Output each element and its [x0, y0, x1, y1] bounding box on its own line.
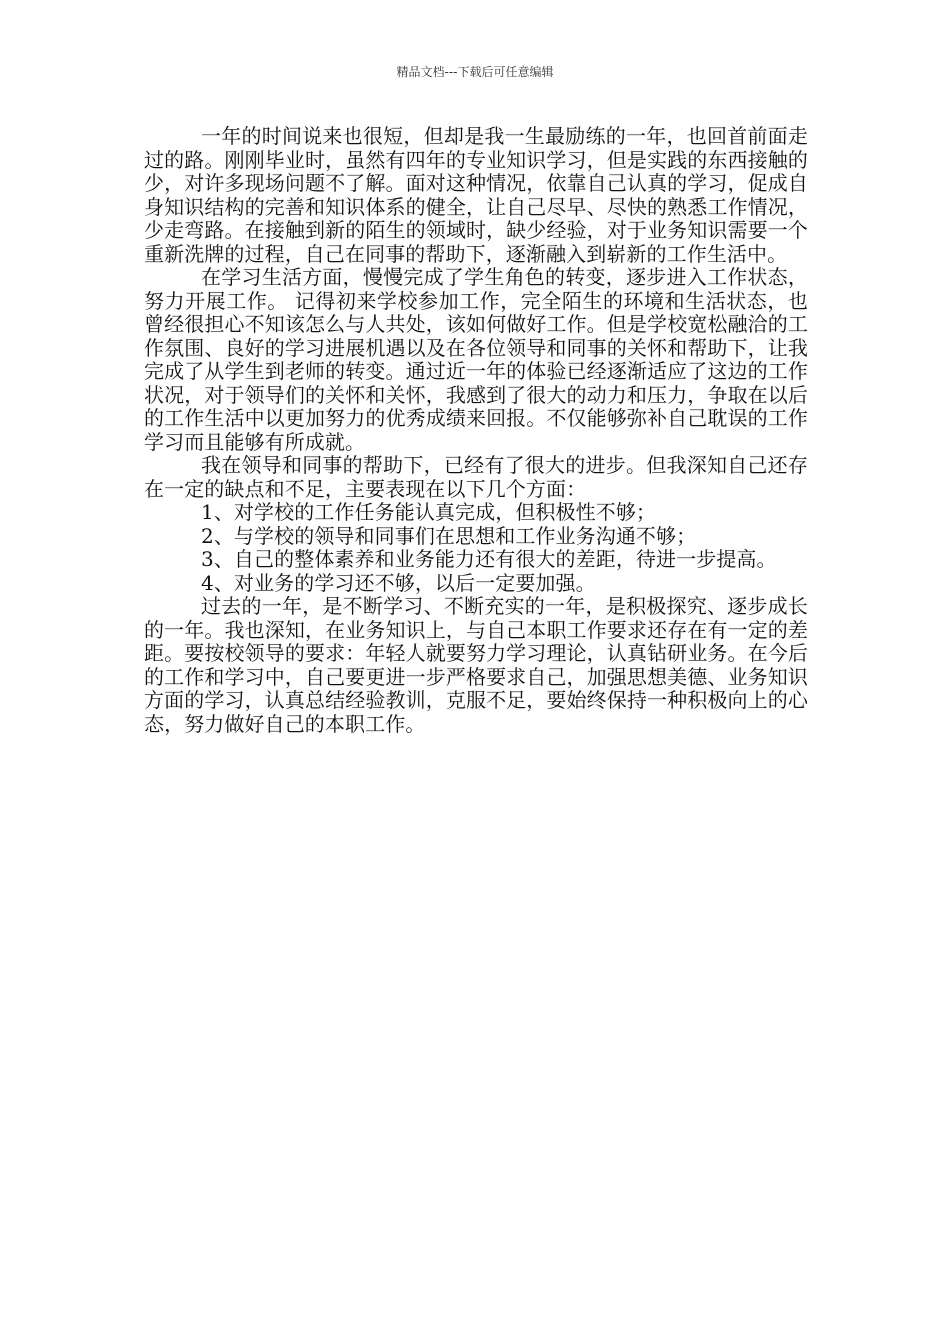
- list-item-shortcoming-3: 3、自己的整体素养和业务能力还有很大的差距，待进一步提高。: [201, 547, 777, 571]
- paragraph-conclusion: 过去的一年，是不断学习、不断充实的一年，是积极探究、逐步成长的一年。我也深知，在业务知识上，与自己本职工作要求还存在有一定的差距。要按校领导的要求：年轻人就要努力学习理论，认真钻研业务。在今后的工作和学习中，自己要更进一步严格要求自己，加强思想美德、业务知识方面的学习，认真总结经验教训，克服不足，要始终保持一种积极向上的心态，努力做好自己的本职工作。: [144, 594, 808, 736]
- paragraph-shortcomings-intro: 我在领导和同事的帮助下，已经有了很大的进步。但我深知自己还存在一定的缺点和不足，主要表现在以下几个方面：: [144, 453, 808, 501]
- list-item-shortcoming-2: 2、与学校的领导和同事们在思想和工作业务沟通不够；: [201, 523, 697, 548]
- paragraph-study-life: 在学习生活方面，慢慢完成了学生角色的转变，逐步进入工作状态，努力开展工作。 记得初来学校参加工作，完全陌生的环境和生活状态，也曾经很担心不知该怎么与人共处，该如何做好工作。但是学校宽松融洽的工作氛围、良好的学习进展机遇以及在各位领导和同事的关怀和帮助下，让我完成了从学生到老师的转变。通过近一年的体验已经逐渐适应了这边的工作状况，对于领导们的关怀和关怀，我感到了很大的动力和压力，争取在以后的工作生活中以更加努力的优秀成绩来回报。不仅能够弥补自己耽误的工作学习而且能够有所成就。: [144, 265, 808, 454]
- list-item-shortcoming-1: 1、对学校的工作任务能认真完成，但积极性不够；: [201, 500, 657, 524]
- document-body: [144, 125, 808, 736]
- paragraph-intro: 一年的时间说来也很短，但却是我一生最励练的一年，也回首前面走过的路。刚刚毕业时，虽然有四年的专业知识学习，但是实践的东西接触的少，对许多现场问题不了解。面对这种情况，依靠自己认真的学习，促成自身知识结构的完善和知识体系的健全，让自己尽早、尽快的熟悉工作情况，少走弯路。在接触到新的陌生的领域时，缺少经验，对于业务知识需要一个重新洗牌的过程，自己在同事的帮助下，逐渐融入到崭新的工作生活中。: [144, 124, 808, 266]
- list-item-shortcoming-4: 4、对业务的学习还不够，以后一定要加强。: [201, 570, 596, 595]
- page-header: 精品文档---下载后可任意编辑: [396, 65, 554, 79]
